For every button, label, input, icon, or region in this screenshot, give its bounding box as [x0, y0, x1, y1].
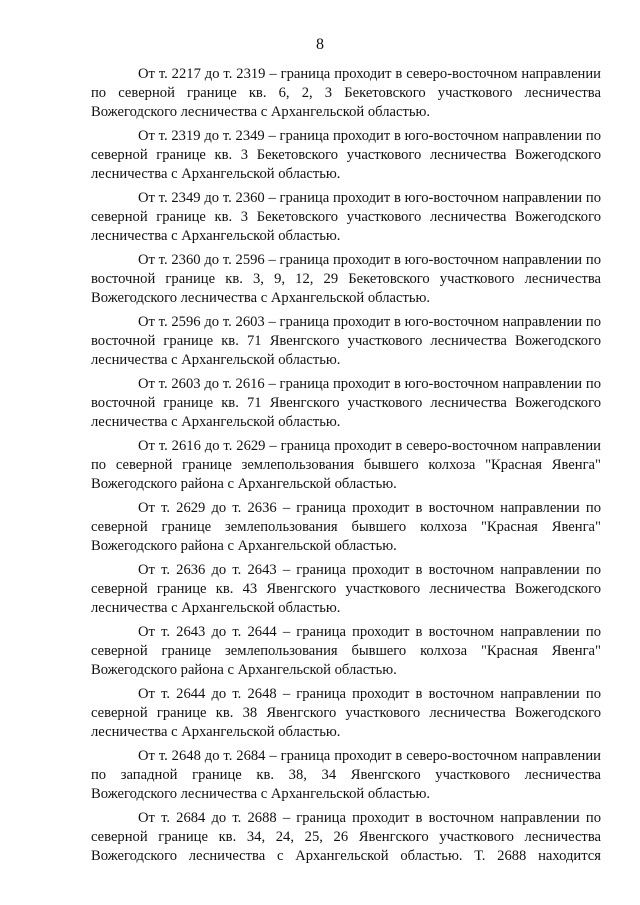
paragraph: От т. 2360 до т. 2596 – граница проходит в юго-восточном направлении по восточной границе кв. 3, 9, 12, 29 Бекетовского участкового лесничества Вожегодского лесничества с Архангельской областью.: [91, 252, 601, 306]
document-body: [91, 65, 601, 871]
paragraph: От т. 2648 до т. 2684 – граница проходит в северо-восточном направлении по западной границе кв. 38, 34 Явенгского участкового лесничества Вожегодского лесничества с Архангельской областью.: [91, 748, 601, 802]
page-number: 8: [316, 36, 324, 53]
paragraph: От т. 2644 до т. 2648 – граница проходит в восточном направлении по северной границе кв. 38 Явенгского участкового лесничества Вожегодского лесничества с Архангельской областью.: [91, 686, 601, 740]
paragraph: От т. 2684 до т. 2688 – граница проходит в восточном направлении по северной границе кв. 34, 24, 25, 26 Явенгского участкового лесничества Вожегодского лесничества с Архангельской областью. Т. 2688 находится: [91, 810, 601, 864]
paragraph: От т. 2596 до т. 2603 – граница проходит в юго-восточном направлении по восточной границе кв. 71 Явенгского участкового лесничества Вожегодского лесничества с Архангельской областью.: [91, 314, 601, 368]
paragraph: От т. 2636 до т. 2643 – граница проходит в восточном направлении по северной границе кв. 43 Явенгского участкового лесничества Вожегодского лесничества с Архангельской областью.: [91, 562, 601, 616]
paragraph: От т. 2643 до т. 2644 – граница проходит в восточном направлении по северной границе землепользования бывшего колхоза "Красная Явенга" Вожегодского района с Архангельской областью.: [91, 624, 601, 678]
paragraph: От т. 2349 до т. 2360 – граница проходит в юго-восточном направлении по северной границе кв. 3 Бекетовского участкового лесничества Вожегодского лесничества с Архангельской областью.: [91, 190, 601, 244]
paragraph: От т. 2319 до т. 2349 – граница проходит в юго-восточном направлении по северной границе кв. 3 Бекетовского участкового лесничества Вожегодского лесничества с Архангельской областью.: [91, 128, 601, 182]
paragraph: От т. 2217 до т. 2319 – граница проходит в северо-восточном направлении по северной границе кв. 6, 2, 3 Бекетовского участкового лесничества Вожегодского лесничества с Архангельской областью.: [91, 66, 601, 120]
paragraph: От т. 2629 до т. 2636 – граница проходит в восточном направлении по северной границе землепользования бывшего колхоза "Красная Явенга" Вожегодского района с Архангельской областью.: [91, 500, 601, 554]
paragraph: От т. 2603 до т. 2616 – граница проходит в юго-восточном направлении по восточной границе кв. 71 Явенгского участкового лесничества Вожегодского лесничества с Архангельской областью.: [91, 376, 601, 430]
paragraph: От т. 2616 до т. 2629 – граница проходит в северо-восточном направлении по северной границе землепользования бывшего колхоза "Красная Явенга" Вожегодского района с Архангельской областью.: [91, 438, 601, 492]
